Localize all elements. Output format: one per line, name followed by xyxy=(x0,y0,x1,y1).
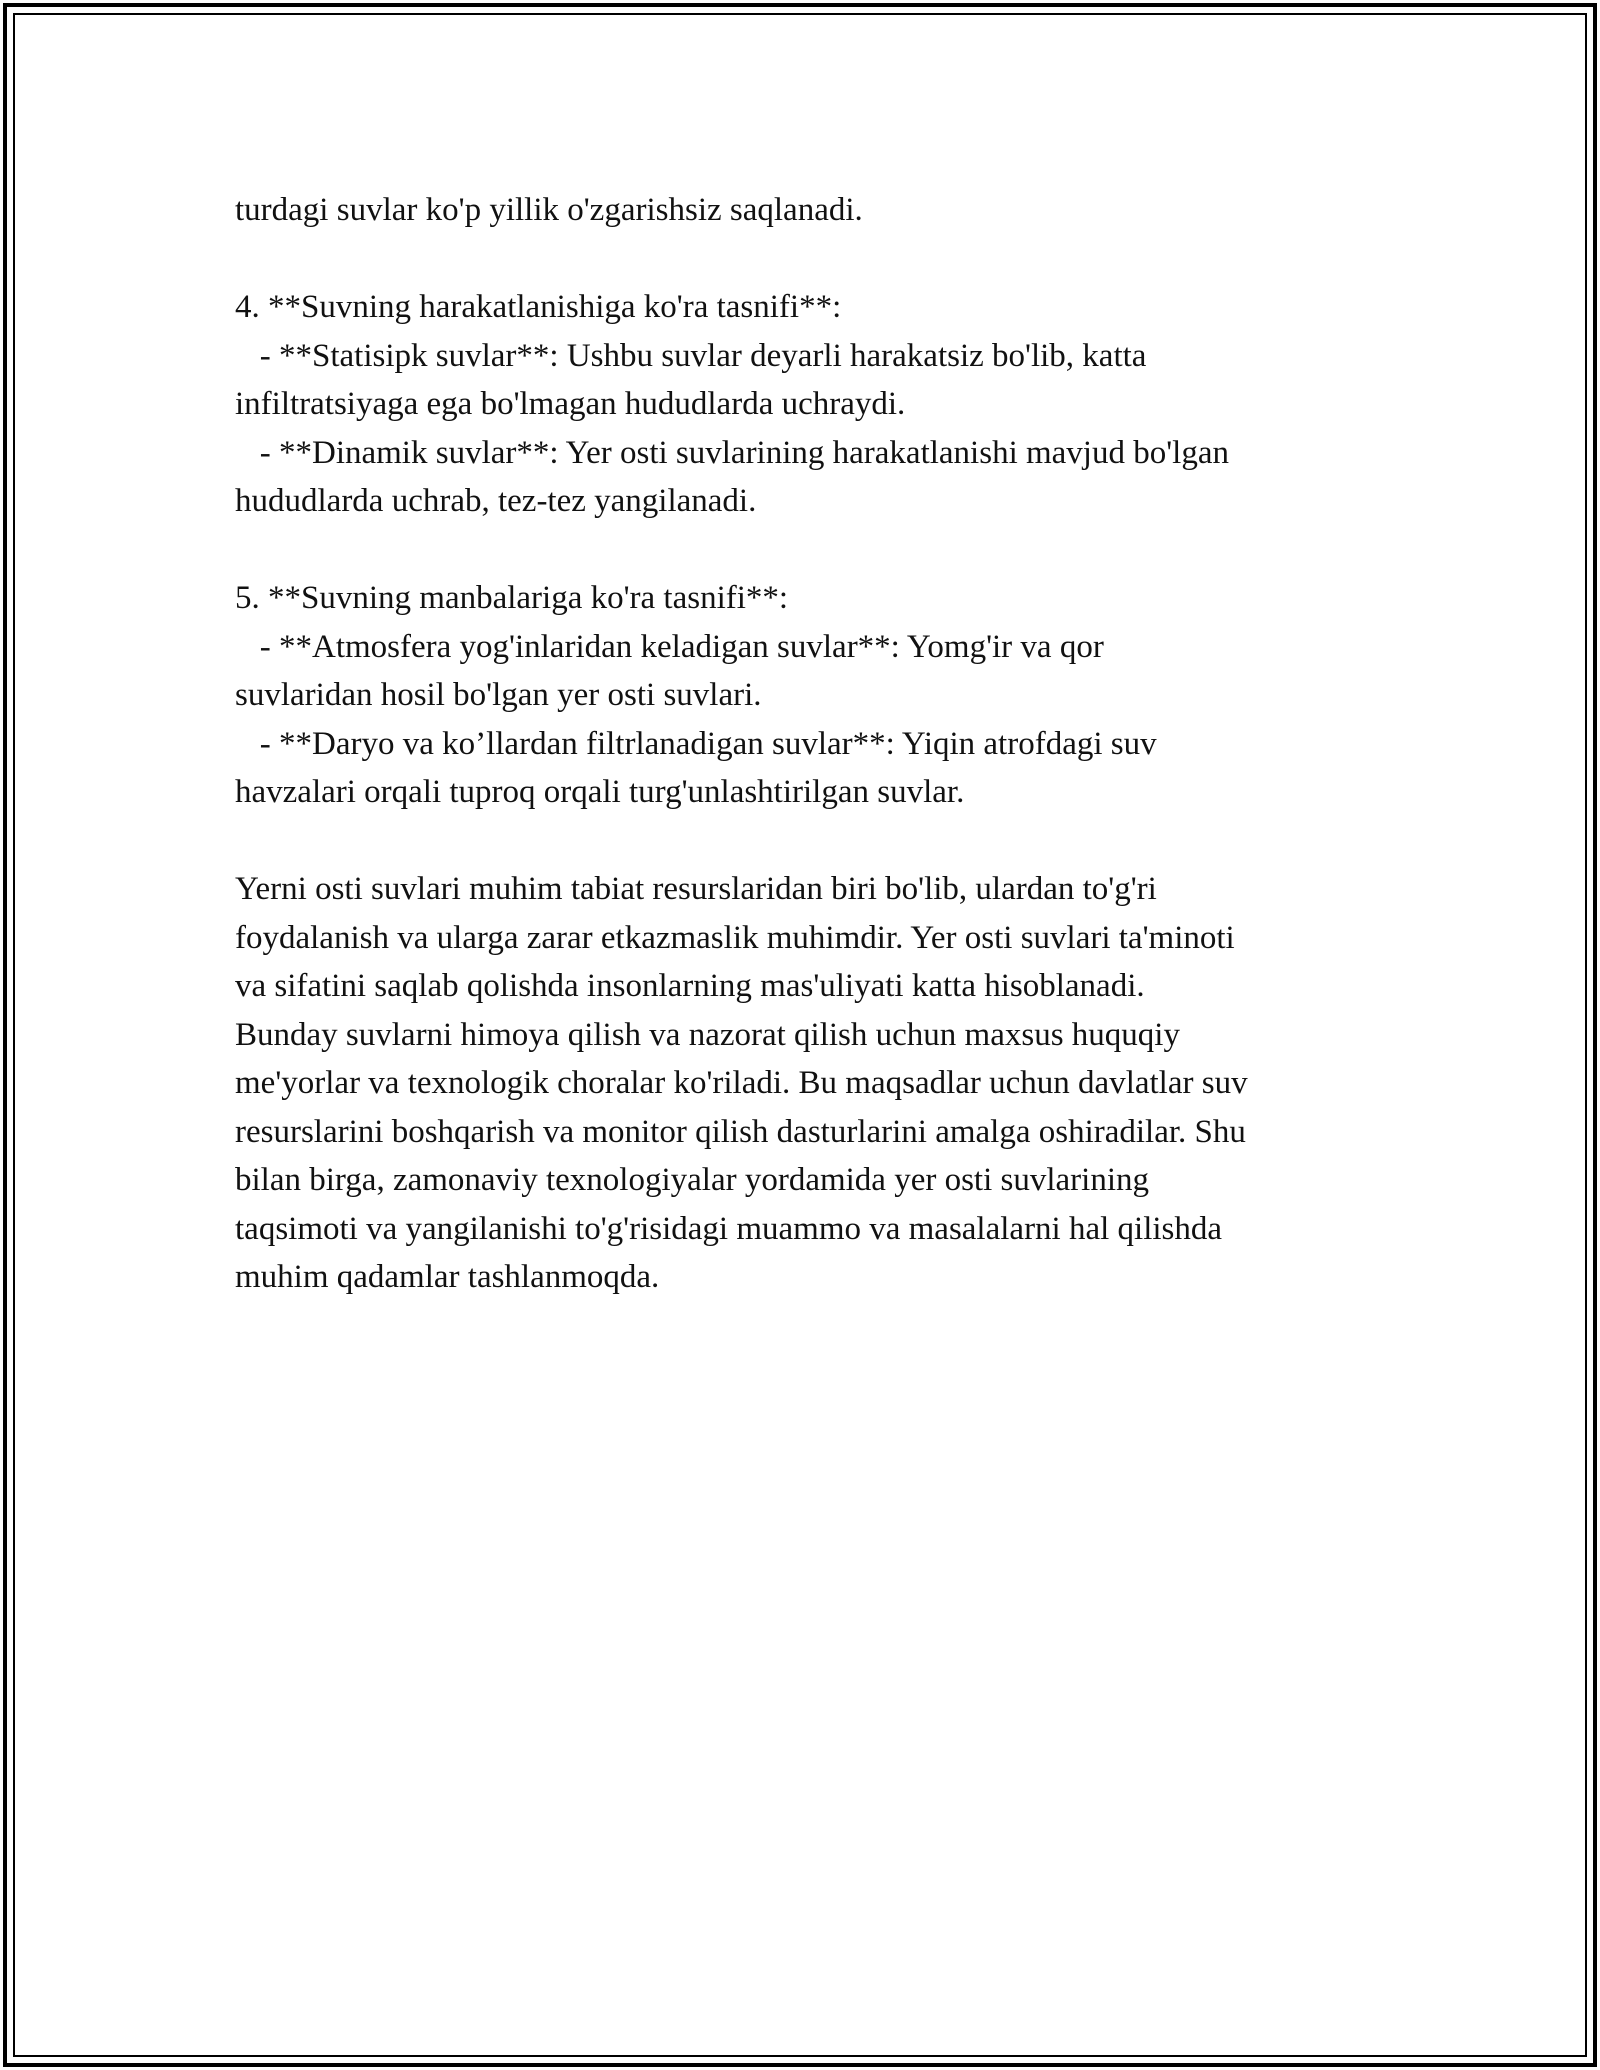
paragraph-line: Yerni osti suvlari muhim tabiat resurslaridan biri bo'lib, ulardan to'g'ri xyxy=(235,871,1157,907)
paragraph-line: me'yorlar va texnologik choralar ko'riladi. Bu maqsadlar uchun davlatlar suv xyxy=(235,1065,1248,1101)
paragraph-line: foydalanish va ularga zarar etkazmaslik muhimdir. Yer osti suvlari ta'minoti xyxy=(235,919,1235,956)
section-heading: 4. **Suvning harakatlanishiga ko'ra tasnifi**: xyxy=(235,289,842,325)
list-item-line: infiltratsiyaga ega bo'lmagan hududlarda uchraydi. xyxy=(235,386,906,422)
blank-line xyxy=(235,235,1375,284)
blank-line xyxy=(235,526,1375,575)
paragraph-line: resurslarini boshqarish va monitor qilish dasturlarini amalga oshiradilar. Shu xyxy=(235,1113,1246,1150)
list-item-line: - **Daryo va ko’llardan filtrlanadigan suvlar**: Yiqin atrofdagi suv xyxy=(235,725,1157,762)
list-item-line: suvlaridan hosil bo'lgan yer osti suvlari. xyxy=(235,677,762,713)
list-item-line: - **Atmosfera yog'inlaridan keladigan suvlar**: Yomg'ir va qor xyxy=(235,628,1104,665)
text-line: turdagi suvlar ko'p yillik o'zgarishsiz saqlanadi. xyxy=(235,192,863,228)
list-item-line: - **Dinamik suvlar**: Yer osti suvlarining harakatlanishi mavjud bo'lgan xyxy=(235,434,1229,471)
list-item-line: - **Statisipk suvlar**: Ushbu suvlar deyarli harakatsiz bo'lib, katta xyxy=(235,337,1147,374)
document-body xyxy=(235,186,1375,1302)
paragraph-line: taqsimoti va yangilanishi to'g'risidagi muammo va masalalarni hal qilishda xyxy=(235,1210,1223,1247)
paragraph-line: va sifatini saqlab qolishda insonlarning mas'uliyati katta hisoblanadi. xyxy=(235,968,1145,1004)
paragraph-line: bilan birga, zamonaviy texnologiyalar yordamida yer osti suvlarining xyxy=(235,1162,1149,1198)
paragraph-line: muhim qadamlar tashlanmoqda. xyxy=(235,1259,660,1295)
list-item-line: havzalari orqali tuproq orqali turg'unlashtirilgan suvlar. xyxy=(235,774,965,810)
section-heading: 5. **Suvning manbalariga ko'ra tasnifi**: xyxy=(235,580,789,616)
blank-line xyxy=(235,817,1375,866)
list-item-line: hududlarda uchrab, tez-tez yangilanadi. xyxy=(235,483,757,519)
paragraph-line: Bunday suvlarni himoya qilish va nazorat qilish uchun maxsus huquqiy xyxy=(235,1016,1180,1053)
